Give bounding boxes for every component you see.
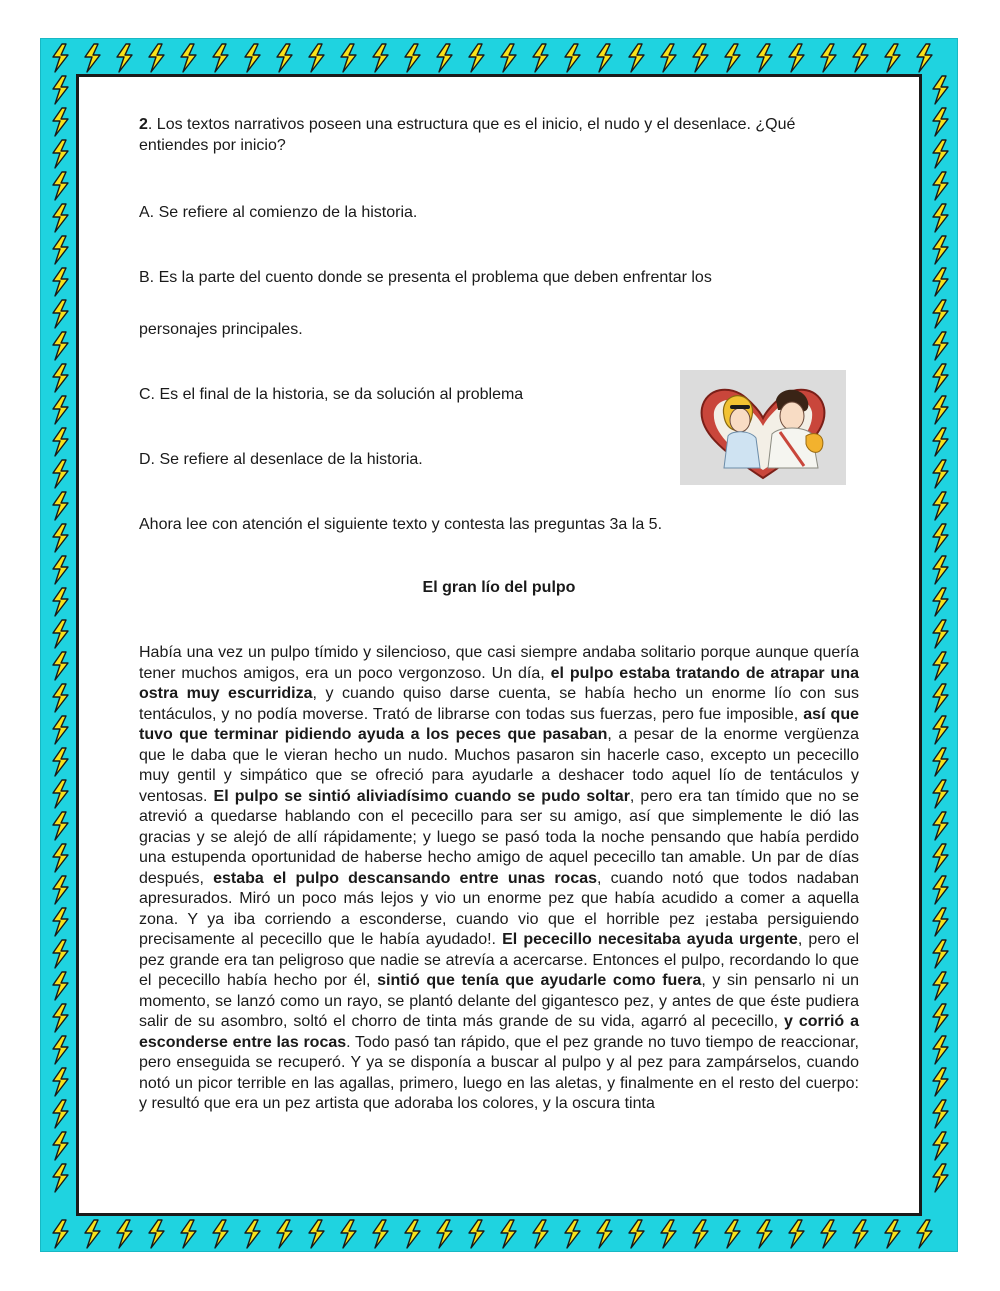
lightning-bolt-icon bbox=[53, 108, 68, 136]
lightning-bolt-icon bbox=[53, 524, 68, 552]
lightning-bolt-icon bbox=[693, 44, 708, 72]
lightning-bolt-icon bbox=[501, 1220, 516, 1248]
lightning-bolt-icon bbox=[53, 1036, 68, 1064]
lightning-bolt-icon bbox=[933, 972, 948, 1000]
question-2 bbox=[139, 115, 859, 156]
lightning-bolt-icon bbox=[933, 268, 948, 296]
lightning-bolt-icon bbox=[341, 44, 356, 72]
lightning-bolt-icon bbox=[277, 1220, 292, 1248]
story-bold-segment: el pulpo estaba tratando de atrapar una ostra muy escurridiza bbox=[139, 664, 859, 702]
lightning-bolt-icon bbox=[245, 1220, 260, 1248]
story-text-segment: , y sin pensarlo ni un momento, se lanzó como un rayo, se plantó delante del gigantesco pez, y antes de que éste pudiera salir de su asombro, soltó el chorro de tinta más grande de su vida, agarró al pececillo, bbox=[139, 972, 859, 1030]
lightning-bolt-icon bbox=[597, 44, 612, 72]
lightning-bolt-icon bbox=[437, 44, 452, 72]
lightning-bolt-icon bbox=[53, 972, 68, 1000]
lightning-bolt-icon bbox=[933, 652, 948, 680]
lightning-bolt-icon bbox=[933, 1100, 948, 1128]
lightning-bolt-icon bbox=[149, 1220, 164, 1248]
option-b[interactable]: B. Es la parte del cuento donde se presenta el problema que deben enfrentar los bbox=[139, 269, 712, 286]
lightning-bolt-icon bbox=[405, 44, 420, 72]
option-d[interactable]: D. Se refiere al desenlace de la historia. bbox=[139, 451, 423, 468]
lightning-bolt-icon bbox=[53, 1068, 68, 1096]
lightning-bolt-icon bbox=[53, 268, 68, 296]
option-a[interactable]: A. Se refiere al comienzo de la historia. bbox=[139, 204, 418, 221]
story-text-segment: . Todo pasó tan rápido, que el pez grande no tuvo tiempo de reaccionar, pero enseguida se recuperó. Y ya se disponía a buscar al pulpo y al pez para zampárselos, cuando notó un picor terrible en las agallas, primero, luego en las aletas, y finalmente en el resto del cuerpo: y resultó que era un pez artista que adoraba los colores, y la oscura tinta bbox=[139, 1033, 859, 1112]
story-text-segment: , y cuando quiso darse cuenta, se había hecho un enorme lío con sus tentáculos, y no podía moverse. Trató de librarse con todas sus fuerzas, pero fue imposible, bbox=[139, 685, 859, 723]
story-text bbox=[139, 643, 859, 1115]
lightning-bolt-icon bbox=[933, 460, 948, 488]
lightning-bolt-icon bbox=[85, 1220, 100, 1248]
lightning-bolt-icon bbox=[373, 1220, 388, 1248]
lightning-bolt-icon bbox=[565, 44, 580, 72]
lightning-bolt-icon bbox=[725, 1220, 740, 1248]
lightning-bolt-icon bbox=[933, 396, 948, 424]
lightning-bolt-icon bbox=[789, 44, 804, 72]
lightning-bolt-icon bbox=[565, 1220, 580, 1248]
lightning-bolt-icon bbox=[181, 44, 196, 72]
lightning-bolt-icon bbox=[933, 172, 948, 200]
lightning-bolt-icon bbox=[53, 780, 68, 808]
option-b-continued[interactable]: personajes principales. bbox=[139, 321, 303, 338]
illustration-svg bbox=[680, 370, 846, 485]
lightning-bolt-icon bbox=[53, 588, 68, 616]
lightning-bolt-icon bbox=[885, 1220, 900, 1248]
lightning-bolt-icon bbox=[309, 44, 324, 72]
lightning-bolt-icon bbox=[181, 1220, 196, 1248]
lightning-bolt-icon bbox=[53, 748, 68, 776]
lightning-bolt-icon bbox=[933, 940, 948, 968]
lightning-bolt-icon bbox=[469, 1220, 484, 1248]
lightning-bolt-icon bbox=[757, 44, 772, 72]
lightning-bolt-icon bbox=[53, 44, 68, 72]
lightning-bolt-icon bbox=[53, 396, 68, 424]
lightning-bolt-icon bbox=[933, 1036, 948, 1064]
story-text-segment: , a pesar de la enorme vergüenza que le daba que le vieran hecho un nudo. Muchos pasaron sin hacerle caso, excepto un pececillo muy gentil y simpático que se ofreció para ayudarle a deshacer todo aquel lío de tentáculos y ventosas. bbox=[139, 726, 860, 805]
story-bold-segment: y corrió a esconderse entre las rocas bbox=[139, 1013, 860, 1051]
lightning-bolt-icon bbox=[933, 428, 948, 456]
lightning-bolt-icon bbox=[53, 140, 68, 168]
lightning-bolt-icon bbox=[53, 332, 68, 360]
lightning-bolt-icon bbox=[933, 140, 948, 168]
lightning-bolt-icon bbox=[213, 44, 228, 72]
lightning-bolt-icon bbox=[933, 236, 948, 264]
lightning-bolt-icon bbox=[53, 1220, 68, 1248]
lightning-bolt-icon bbox=[661, 44, 676, 72]
lightning-bolt-icon bbox=[933, 204, 948, 232]
lightning-bolt-icon bbox=[933, 748, 948, 776]
lightning-bolt-icon bbox=[53, 300, 68, 328]
lightning-bolt-icon bbox=[341, 1220, 356, 1248]
lightning-bolt-icon bbox=[725, 44, 740, 72]
cinderella-dress bbox=[724, 432, 760, 468]
lightning-bolt-icon bbox=[149, 44, 164, 72]
lightning-bolt-icon bbox=[53, 1004, 68, 1032]
lightning-bolt-icon bbox=[53, 492, 68, 520]
option-c[interactable]: C. Es el final de la historia, se da solución al problema bbox=[139, 386, 524, 403]
lightning-bolt-icon bbox=[629, 1220, 644, 1248]
lightning-bolt-icon bbox=[933, 332, 948, 360]
lightning-bolt-icon bbox=[469, 44, 484, 72]
lightning-bolt-icon bbox=[533, 1220, 548, 1248]
lightning-bolt-icon bbox=[821, 1220, 836, 1248]
lightning-bolt-icon bbox=[933, 108, 948, 136]
lightning-bolt-icon bbox=[933, 364, 948, 392]
lightning-bolt-icon bbox=[853, 1220, 868, 1248]
lightning-bolt-icon bbox=[933, 1068, 948, 1096]
lightning-bolt-icon bbox=[85, 44, 100, 72]
lightning-bolt-icon bbox=[437, 1220, 452, 1248]
lightning-bolt-icon bbox=[933, 556, 948, 584]
lightning-bolt-icon bbox=[933, 588, 948, 616]
instructions: Ahora lee con atención el siguiente texto y contesta las preguntas 3a la 5. bbox=[139, 516, 663, 533]
lightning-bolt-icon bbox=[597, 1220, 612, 1248]
lightning-bolt-icon bbox=[53, 908, 68, 936]
lightning-bolt-icon bbox=[53, 940, 68, 968]
lightning-bolt-icon bbox=[933, 812, 948, 840]
lightning-bolt-icon bbox=[53, 652, 68, 680]
lightning-bolt-icon bbox=[53, 876, 68, 904]
lightning-bolt-icon bbox=[117, 44, 132, 72]
lightning-bolt-icon bbox=[53, 1164, 68, 1192]
prince-epaulette bbox=[806, 434, 823, 453]
lightning-bolt-icon bbox=[53, 428, 68, 456]
lightning-bolt-icon bbox=[117, 1220, 132, 1248]
lightning-bolt-icon bbox=[693, 1220, 708, 1248]
lightning-bolt-icon bbox=[933, 620, 948, 648]
story-text-segment: , pero era tan tímido que no se atrevió a quedarse hablando con el pececillo para ser su amigo, así que simplemente le dió las gracias y se alejó de allí rápidamente; y luego se pasó toda la noche pensando que había perdido una estupenda oportunidad de haberse hecho amigo de aquel pececillo tan amable. Un par de días después, bbox=[139, 787, 859, 887]
lightning-bolt-icon bbox=[213, 1220, 228, 1248]
lightning-bolt-icon bbox=[933, 844, 948, 872]
cinderella-face bbox=[730, 408, 750, 432]
lightning-bolt-icon bbox=[53, 364, 68, 392]
story-bold-segment: así que tuvo que terminar pidiendo ayuda a los peces que pasaban bbox=[139, 705, 859, 743]
lightning-bolt-icon bbox=[53, 812, 68, 840]
lightning-bolt-icon bbox=[933, 76, 948, 104]
lightning-bolt-icon bbox=[933, 716, 948, 744]
lightning-bolt-icon bbox=[53, 620, 68, 648]
lightning-bolt-icon bbox=[933, 524, 948, 552]
lightning-bolt-icon bbox=[501, 44, 516, 72]
lightning-bolt-icon bbox=[933, 300, 948, 328]
story-text-segment: Había una vez un pulpo tímido y silencioso, que casi siempre andaba solitario porque aunque quería tener muchos amigos, era un poco vergonzoso. Un día, bbox=[139, 644, 859, 682]
lightning-bolt-icon bbox=[53, 844, 68, 872]
lightning-bolt-icon bbox=[53, 684, 68, 712]
lightning-bolt-icon bbox=[933, 1004, 948, 1032]
story-bold-segment: sintió que tenía que ayudarle como fuera bbox=[377, 972, 702, 989]
cinderella-headband bbox=[730, 405, 750, 409]
lightning-bolt-icon bbox=[629, 44, 644, 72]
lightning-bolt-icon bbox=[53, 556, 68, 584]
lightning-bolt-icon bbox=[373, 44, 388, 72]
question-text: . Los textos narrativos poseen una estructura que es el inicio, el nudo y el desenlace. ¿Qué entiendes por inicio? bbox=[139, 116, 796, 154]
cinderella-prince-illustration bbox=[680, 370, 846, 485]
lightning-bolt-icon bbox=[661, 1220, 676, 1248]
lightning-bolt-icon bbox=[933, 1164, 948, 1192]
lightning-bolt-icon bbox=[405, 1220, 420, 1248]
lightning-bolt-icon bbox=[757, 1220, 772, 1248]
question-number: 2 bbox=[139, 116, 148, 133]
story-text-segment: , cuando notó que todos nadaban apresurados. Miró un poco más lejos y vio un enorme pez que había acudido a comer a aquella zona. Y ya iba corriendo a esconderse, cuando vio que el horrible pez ¡estaba persiguiendo precisamente al pececillo que le había ayudado!. bbox=[139, 869, 859, 948]
story-bold-segment: El pececillo necesitaba ayuda urgente bbox=[502, 931, 798, 948]
lightning-bolt-icon bbox=[933, 684, 948, 712]
lightning-bolt-icon bbox=[53, 460, 68, 488]
lightning-bolt-icon bbox=[933, 780, 948, 808]
lightning-bolt-icon bbox=[53, 76, 68, 104]
lightning-bolt-icon bbox=[917, 44, 932, 72]
lightning-bolt-icon bbox=[789, 1220, 804, 1248]
lightning-bolt-icon bbox=[933, 876, 948, 904]
story-title: El gran lío del pulpo bbox=[422, 579, 576, 596]
lightning-bolt-icon bbox=[277, 44, 292, 72]
lightning-bolt-icon bbox=[533, 44, 548, 72]
lightning-bolt-icon bbox=[933, 908, 948, 936]
lightning-bolt-icon bbox=[853, 44, 868, 72]
story-text-segment: , pero el pez grande era tan peligroso que nadie se atrevía a acercarse. Entonces el pulpo, recordando lo que el pececillo había hecho por él, bbox=[139, 931, 860, 989]
lightning-bolt-icon bbox=[53, 236, 68, 264]
lightning-bolt-icon bbox=[933, 492, 948, 520]
lightning-bolt-icon bbox=[53, 172, 68, 200]
lightning-bolt-icon bbox=[917, 1220, 932, 1248]
lightning-bolt-icon bbox=[309, 1220, 324, 1248]
lightning-bolt-icon bbox=[53, 716, 68, 744]
story-bold-segment: El pulpo se sintió aliviadísimo cuando se pudo soltar bbox=[213, 787, 630, 805]
story-bold-segment: estaba el pulpo descansando entre unas rocas bbox=[213, 869, 598, 887]
lightning-bolt-icon bbox=[245, 44, 260, 72]
prince-face bbox=[780, 402, 804, 430]
lightning-bolt-icon bbox=[53, 1132, 68, 1160]
lightning-bolt-icon bbox=[933, 1132, 948, 1160]
lightning-bolt-icon bbox=[821, 44, 836, 72]
lightning-bolt-icon bbox=[885, 44, 900, 72]
lightning-bolt-icon bbox=[53, 1100, 68, 1128]
lightning-bolt-icon bbox=[53, 204, 68, 232]
